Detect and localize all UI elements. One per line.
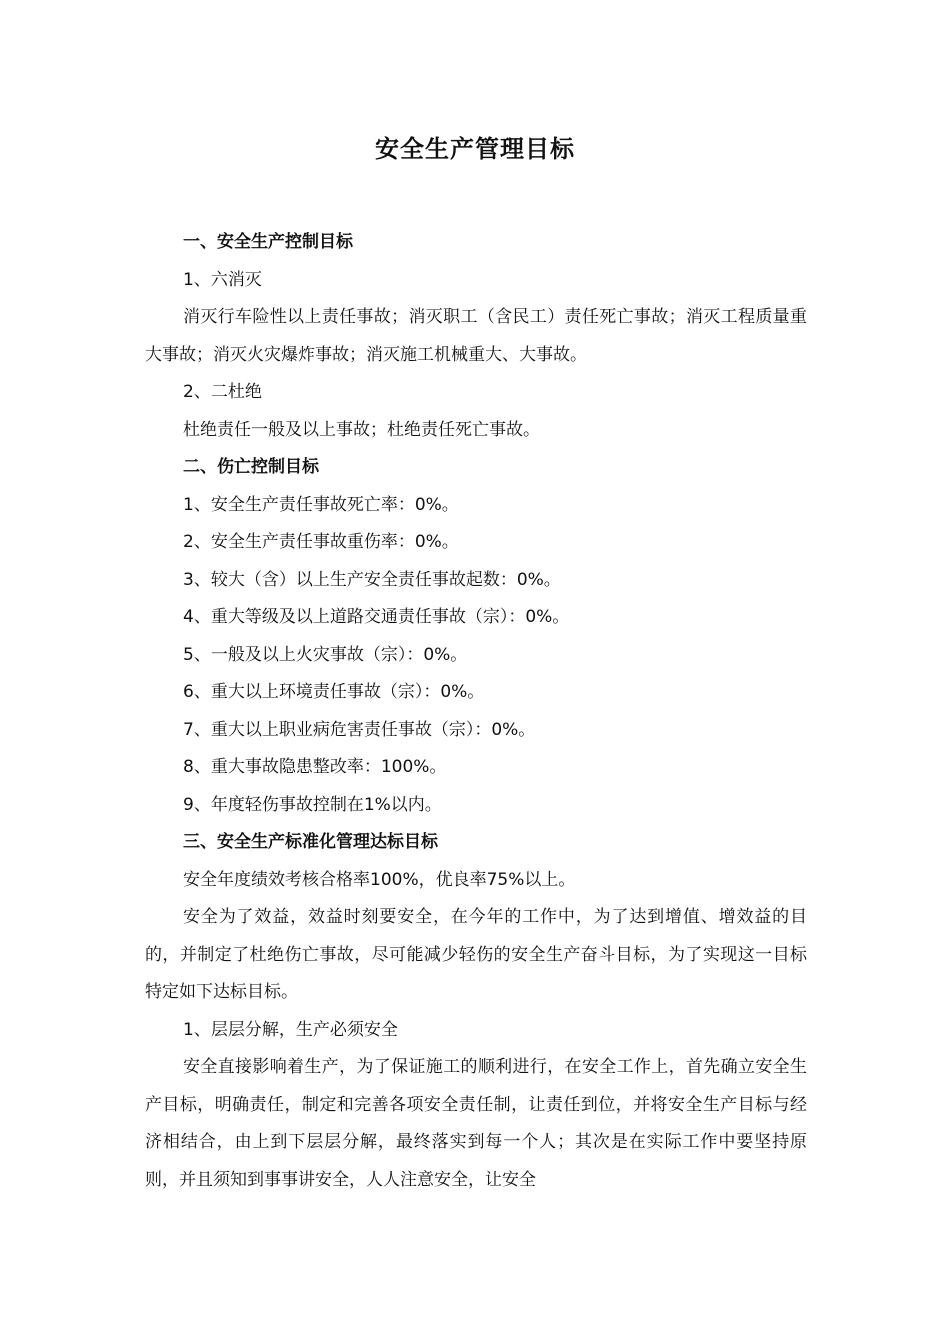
paragraph: 2、二杜绝 (183, 382, 262, 402)
list-item: 4、重大等级及以上道路交通责任事故（宗）：0%。 (183, 607, 570, 627)
paragraph: 1、六消灭 (183, 269, 262, 290)
list-item: 6、重大以上环境责任事故（宗）：0%。 (183, 682, 485, 702)
list-item: 2、安全生产责任事故重伤率：0%。 (183, 532, 459, 552)
document-title: 安全生产管理目标 (375, 135, 575, 163)
list-item: 7、重大以上职业病危害责任事故（宗）：0%。 (183, 719, 536, 740)
list-item: 1、安全生产责任事故死亡率：0%。 (183, 494, 459, 515)
paragraph: 安全年度绩效考核合格率100%，优良率75%以上。 (183, 869, 576, 890)
paragraph: 安全为了效益，效益时刻要安全，在今年的工作中，为了达到增值、增效益的目的，并制定了杜绝伤亡事故，尽可能减少轻伤的安全生产奋斗目标，为了实现这一目标特定如下达标目标。 (145, 907, 807, 1002)
list-item: 5、一般及以上火灾事故（宗）：0%。 (183, 644, 468, 665)
paragraph: 安全直接影响着生产，为了保证施工的顺利进行，在安全工作上，首先确立安全生产目标，明确责任，制定和完善各项安全责任制，让责任到位，并将安全生产目标与经济相结合，由上到下层层分解，最终落实到每一个人；其次是在实际工作中要坚持原则，并且须知到事事讲安全，人人注意安全，让安全 (145, 1057, 807, 1190)
list-item: 9、年度轻伤事故控制在1%以内。 (183, 794, 442, 815)
paragraph: 1、层层分解，生产必须安全 (183, 1019, 398, 1040)
section-heading: 二、伤亡控制目标 (183, 457, 319, 477)
list-item: 3、较大（含）以上生产安全责任事故起数：0%。 (183, 569, 561, 590)
section-heading: 一、安全生产控制目标 (183, 232, 353, 252)
paragraph: 消灭行车险性以上责任事故；消灭职工（含民工）责任死亡事故；消灭工程质量重大事故；消灭火灾爆炸事故；消灭施工机械重大、大事故。 (145, 307, 807, 365)
paragraph: 杜绝责任一般及以上事故；杜绝责任死亡事故。 (183, 419, 540, 440)
document-body (145, 224, 807, 1199)
section-heading: 三、安全生产标准化管理达标目标 (183, 832, 438, 852)
list-item: 8、重大事故隐患整改率：100%。 (183, 757, 447, 777)
